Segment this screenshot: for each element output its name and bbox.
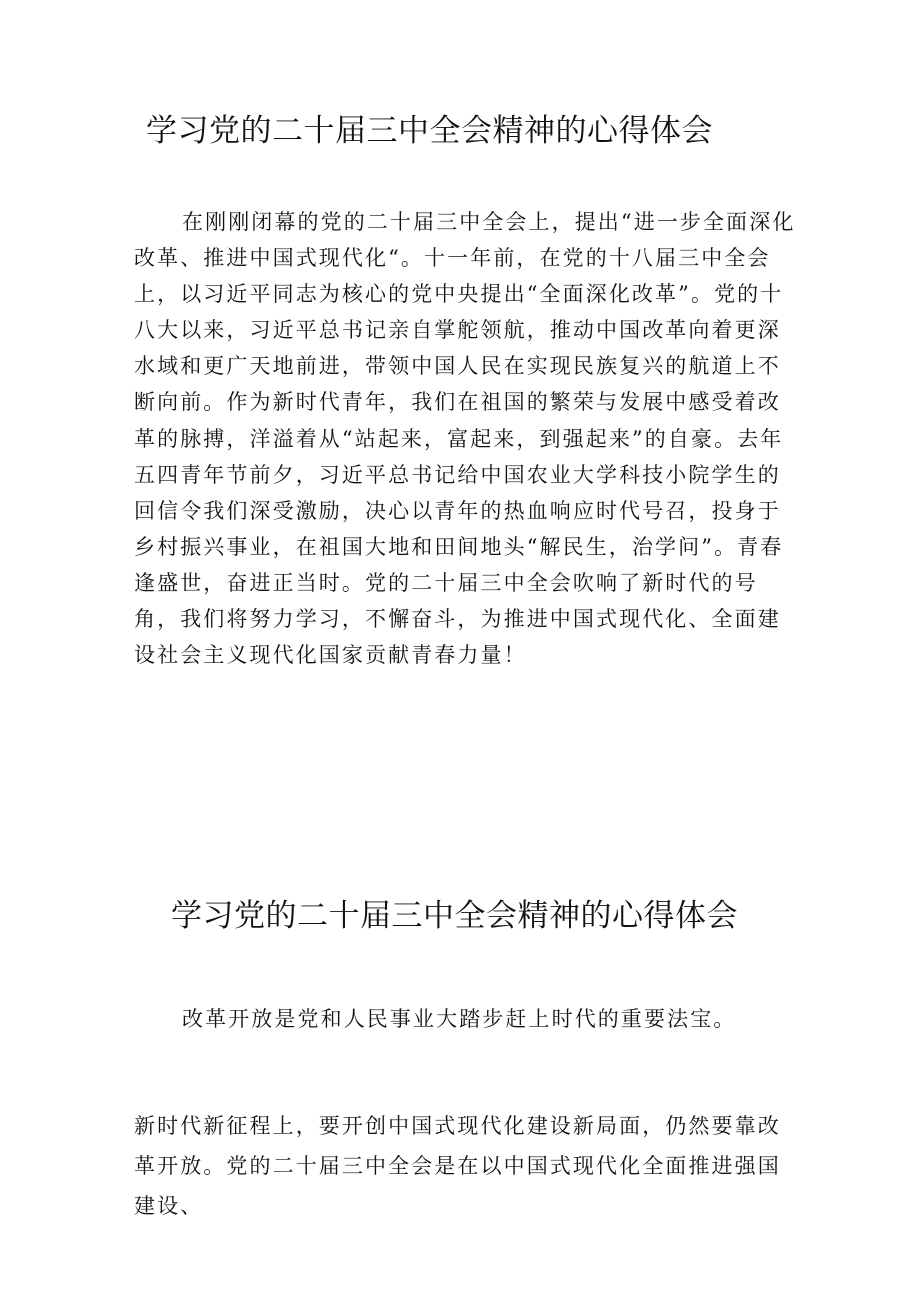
- section-2-paragraph-1: 改革开放是党和人民事业大踏步赶上时代的重要法宝。: [182, 1007, 737, 1031]
- section-1-paragraph: 在刚刚闭幕的党的二十届三中全会上，提出“进一步全面深化改革、推进中国式现代化“。十一年前，在党的十八届三中全会上，以习近平同志为核心的党中央提出“全面深化改革”。党的十八大以来，习近平总书记亲自掌舵领航，推动中国改革向着更深水域和更广天地前进，带领中国人民在实现民族复兴的航道上不断向前。作为新时代青年，我们在祖国的繁荣与发展中感受着改革的脉搏，洋溢着从“站起来，富起来，到强起来”的自豪。去年五四青年节前夕，习近平总书记给中国农业大学科技小院学生的回信令我们深受激励，决心以青年的热血响应时代号召，投身于乡村振兴事业，在祖国大地和田间地头“解民生，治学问”。青春逢盛世，奋进正当时。党的二十届三中全会吹响了新时代的号角，我们将努力学习，不懈奋斗，为推进中国式现代化、全面建设社会主义现代化国家贡献青春力量！: [134, 210, 796, 668]
- section-1-title: 学习党的二十届三中全会精神的心得体会: [146, 113, 713, 149]
- section-2-paragraph-2: 新时代新征程上，要开创中国式现代化建设新局面，仍然要靠改革开放。党的二十届三中全会是在以中国式现代化全面推进强国建设、: [134, 1114, 781, 1218]
- section-2-title: 学习党的二十届三中全会精神的心得体会: [171, 898, 738, 934]
